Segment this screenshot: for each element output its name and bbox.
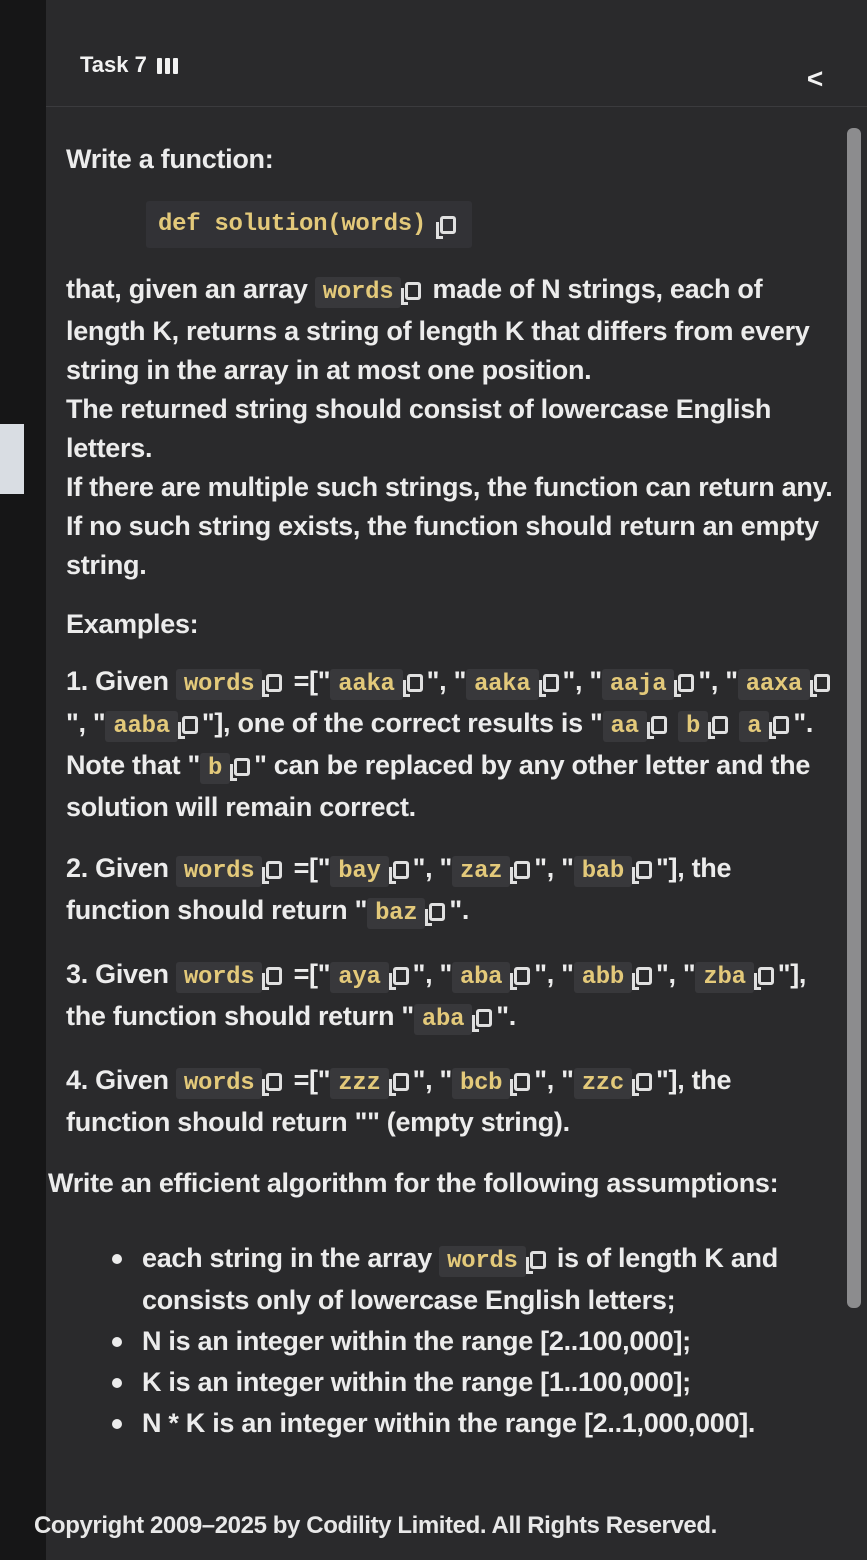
copy-icon[interactable] (636, 1073, 652, 1091)
description-paragraph-3: If there are multiple such strings, the function can return any. If no such string exists, the function should return an empty string. (66, 472, 833, 580)
copy-icon[interactable] (266, 861, 282, 879)
inline-code-words: words (439, 1246, 526, 1277)
example-1: 1. Given words =[" aaka ", " aaka ", " aaja ", " aaxa", " aaba "], one of the correct results is " aa b a ". Note that " b " can be replaced by any other letter and the solution will remain correct. (66, 662, 836, 827)
description-paragraph-1: that, given an array words made of N strings, each of length K, returns a string of length K that differs from every string in the array in at most one position. (66, 274, 810, 385)
inline-code-words: words (176, 962, 263, 993)
inline-code-words: words (315, 277, 402, 308)
copy-icon[interactable] (814, 674, 830, 692)
assumption-item: K is an integer within the range [1..100,000]; (142, 1363, 836, 1402)
copy-icon[interactable] (266, 1073, 282, 1091)
copy-icon[interactable] (543, 674, 559, 692)
copy-icon[interactable] (530, 1251, 546, 1269)
copy-icon[interactable] (636, 861, 652, 879)
copy-icon[interactable] (514, 967, 530, 985)
description-paragraph-2: The returned string should consist of lowercase English letters. (66, 394, 772, 463)
inline-code-words: words (176, 1068, 263, 1099)
copy-icon[interactable] (651, 716, 667, 734)
copy-icon[interactable] (182, 716, 198, 734)
copy-icon[interactable] (405, 282, 421, 300)
scrollbar[interactable] (847, 128, 861, 1308)
task-header (46, 18, 867, 107)
copy-icon[interactable] (266, 967, 282, 985)
copy-icon[interactable] (773, 716, 789, 734)
difficulty-bars-icon (157, 56, 178, 74)
assumption-item: N * K is an integer within the range [2..1,000,000]. (142, 1404, 836, 1443)
copy-icon[interactable] (636, 967, 652, 985)
inline-code-words: words (176, 856, 263, 887)
signature-code: def solution(words) (158, 211, 426, 238)
example-3: 3. Given words =[" aya ", " aba ", " abb ", " zba "], the function should return " aba ". (66, 959, 807, 1033)
copy-icon[interactable] (393, 967, 409, 985)
copy-icon[interactable] (393, 861, 409, 879)
side-panel-tab[interactable] (0, 424, 24, 494)
copy-icon[interactable] (393, 1073, 409, 1091)
inline-code-words: words (176, 669, 263, 700)
task-title (80, 52, 178, 78)
task-title-label: Task 7 (80, 52, 147, 77)
copyright-footer: Copyright 2009–2025 by Codility Limited. All Rights Reserved. (34, 1512, 717, 1539)
copy-icon[interactable] (234, 758, 250, 776)
example-4: 4. Given words =[" zzz ", " bcb ", " zzc "], the function should return "" (empty string). (66, 1065, 732, 1137)
copy-icon[interactable] (407, 674, 423, 692)
copy-icon[interactable] (429, 903, 445, 921)
copy-icon[interactable] (266, 674, 282, 692)
left-frame (0, 0, 47, 1560)
example-2: 2. Given words =[" bay ", " zaz ", " bab "], the function should return " baz ". (66, 853, 732, 927)
assumptions-heading: Write an efficient algorithm for the following assumptions: (48, 1168, 779, 1198)
copy-icon[interactable] (758, 967, 774, 985)
copy-icon[interactable] (678, 674, 694, 692)
copy-icon[interactable] (514, 861, 530, 879)
collapse-panel-button[interactable]: < (806, 63, 824, 94)
assumption-item: each string in the array words is of length K and consists only of lowercase English letters; (142, 1239, 836, 1320)
assumptions-list (66, 1239, 836, 1443)
assumption-item: N is an integer within the range [2..100,000]; (142, 1322, 836, 1361)
copy-icon[interactable] (712, 716, 728, 734)
function-signature (146, 201, 472, 248)
copy-icon[interactable] (440, 216, 456, 234)
task-description (48, 140, 836, 1445)
copy-icon[interactable] (476, 1009, 492, 1027)
intro-text: Write a function: (66, 144, 274, 174)
copy-icon[interactable] (514, 1073, 530, 1091)
examples-heading: Examples: (66, 609, 199, 639)
